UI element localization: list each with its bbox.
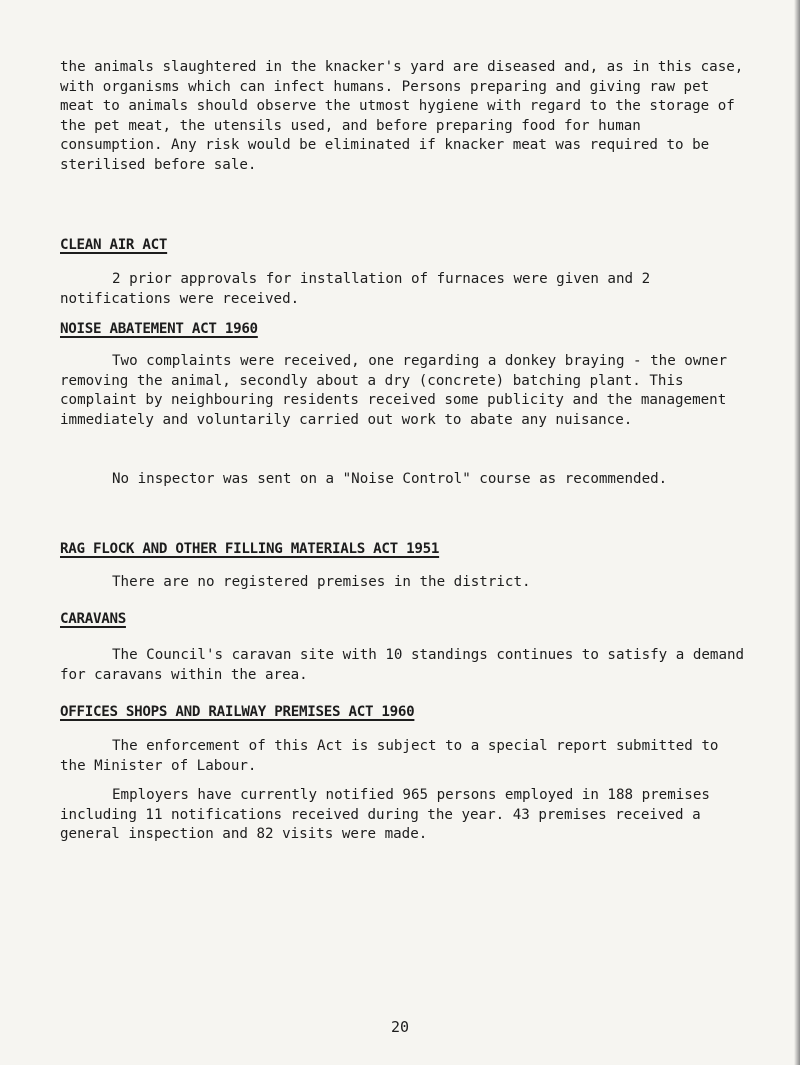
section-heading-offices-shops-railway-act: OFFICES SHOPS AND RAILWAY PREMISES ACT 1960 <box>60 704 415 720</box>
section-paragraph: There are no registered premises in the district. <box>112 574 531 590</box>
section-paragraph: 2 prior approvals for installation of furnaces were given and 2 notifications were received. <box>60 271 651 307</box>
section-heading-rag-flock-act: RAG FLOCK AND OTHER FILLING MATERIALS ACT 1951 <box>60 541 440 557</box>
intro-paragraph: the animals slaughtered in the knacker's yard are diseased and, as in this case, with organisms which can infect humans. Persons preparing and giving raw pet meat to animals should observe the utmost hygiene with regard to the storage of the pet meat, the utensils used, and before preparing food for human consumption. Any risk would be eliminated if knacker meat was required to be sterilised before sale. <box>60 59 744 173</box>
section-paragraph: Two complaints were received, one regarding a donkey braying - the owner removing the animal, secondly about a dry (concrete) batching plant. This complaint by neighbouring residents received some publicity and the management immediately and voluntarily carried out work to abate any nuisance. <box>60 353 727 428</box>
section-heading-clean-air-act: CLEAN AIR ACT <box>60 237 168 253</box>
scan-edge-shadow <box>794 0 800 1065</box>
section-paragraph: The Council's caravan site with 10 standings continues to satisfy a demand for caravans within the area. <box>60 647 745 683</box>
section-heading-caravans: CARAVANS <box>60 611 126 627</box>
section-paragraph: No inspector was sent on a "Noise Control" course as recommended. <box>112 471 668 487</box>
section-heading-noise-abatement-act: NOISE ABATEMENT ACT 1960 <box>60 321 258 337</box>
section-paragraph: Employers have currently notified 965 persons employed in 188 premises including 11 notifications received during the year. 43 premises received a general inspection and 82 visits were made. <box>60 787 710 842</box>
page-number: 20 <box>390 1018 410 1036</box>
section-paragraph: The enforcement of this Act is subject to a special report submitted to the Minister of Labour. <box>60 738 719 774</box>
